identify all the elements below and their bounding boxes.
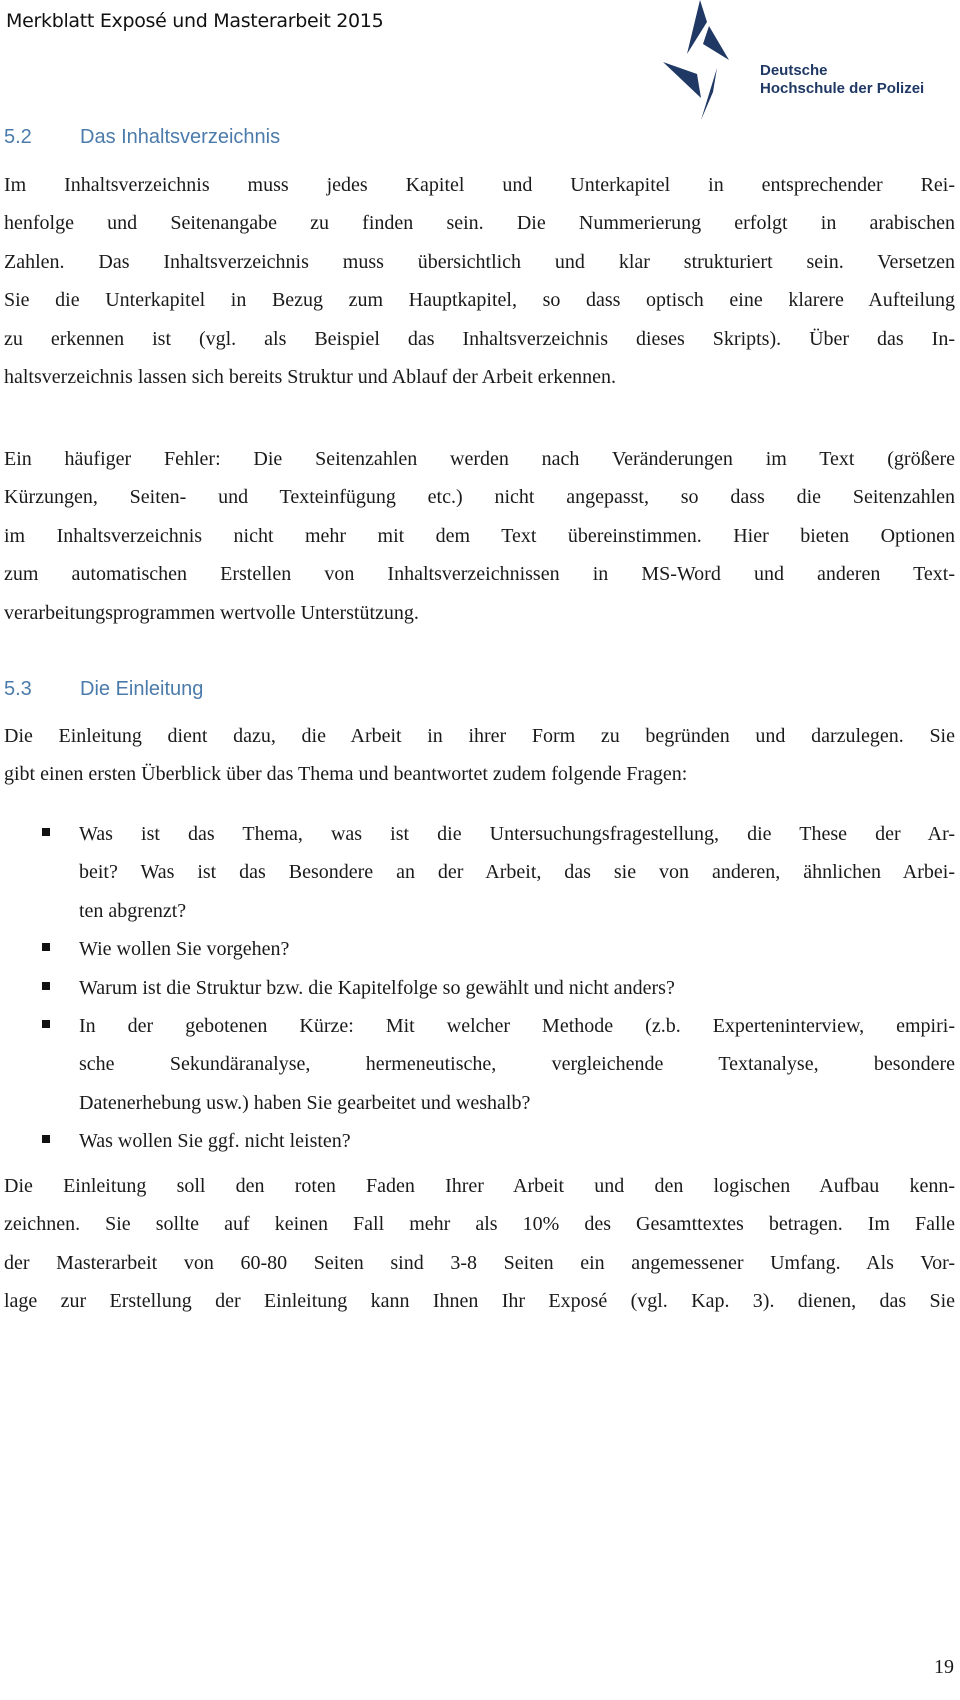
text-line: Wie wollen Sie vorgehen? — [79, 938, 290, 961]
text-line: Die Einleitung soll den roten Faden Ihrer Arbeit und den logischen Aufbau kenn- — [4, 1175, 955, 1197]
square-bullet-icon — [42, 1020, 50, 1028]
text-line: der Masterarbeit von 60-80 Seiten sind 3-8 Seiten ein angemessener Umfang. Als Vor- — [4, 1251, 955, 1274]
list-item — [0, 1007, 955, 1122]
compass-star-icon — [655, 0, 765, 122]
text-line: Was ist das Thema, was ist die Untersuchungsfragestellung, die These der Ar- — [79, 823, 955, 845]
square-bullet-icon — [42, 943, 50, 951]
text-line: Sie die Unterkapitel in Bezug zum Hauptkapitel, so dass optisch eine klarere Aufteilung — [4, 289, 955, 312]
text-line: Zahlen. Das Inhaltsverzeichnis muss übersichtlich und klar strukturiert sein. Versetzen — [4, 250, 955, 273]
list-item — [0, 815, 955, 930]
text-line: haltsverzeichnis lassen sich bereits Struktur und Ablauf der Arbeit erkennen. — [4, 365, 617, 388]
text-line: zu erkennen ist (vgl. als Beispiel das Inhaltsverzeichnis dieses Skripts). Über das In- — [4, 327, 955, 350]
text-line: beit? Was ist das Besondere an der Arbeit, das sie von anderen, ähnlichen Arbei- — [79, 861, 955, 884]
logo-line-1: Deutsche — [760, 62, 828, 79]
text-line: sche Sekundäranalyse, hermeneutische, vergleichende Textanalyse, besondere — [79, 1053, 955, 1076]
text-line: Kürzungen, Seiten- und Texteinfügung etc.) nicht angepasst, so dass die Seitenzahlen — [4, 486, 955, 509]
list-item — [0, 969, 955, 1007]
square-bullet-icon — [42, 982, 50, 990]
text-line: Datenerhebung usw.) haben Sie gearbeitet und weshalb? — [79, 1091, 531, 1114]
section-title: Das Inhaltsverzeichnis — [80, 126, 281, 148]
text-line: In der gebotenen Kürze: Mit welcher Methode (z.b. Experteninterview, empiri- — [79, 1014, 955, 1037]
text-line: Warum ist die Struktur bzw. die Kapitelfolge so gewählt und nicht anders? — [79, 976, 675, 999]
paragraph — [4, 166, 955, 396]
text-line: Ein häufiger Fehler: Die Seitenzahlen werden nach Veränderungen im Text (größere — [4, 448, 955, 470]
text-line: gibt einen ersten Überblick über das Thema und beantwortet zudem folgende Fragen: — [4, 763, 688, 786]
section-heading-5-2 — [4, 126, 280, 149]
text-line: ten abgrenzt? — [79, 899, 187, 922]
paragraph — [4, 1167, 955, 1321]
section-title: Die Einleitung — [80, 678, 204, 700]
section-heading-5-3 — [4, 678, 203, 701]
text-line: Im Inhaltsverzeichnis muss jedes Kapitel und Unterkapitel in entsprechender Rei- — [4, 174, 955, 196]
paragraph — [4, 440, 955, 632]
section-number: 5.3 — [4, 678, 32, 700]
text-line: henfolge und Seitenangabe zu finden sein. Die Nummerierung erfolgt in arabischen — [4, 212, 955, 235]
text-line: zeichnen. Sie sollte auf keinen Fall mehr als 10% des Gesamttextes betragen. Im Falle — [4, 1213, 955, 1236]
logo-line-2: Hochschule der Polizei — [760, 80, 925, 97]
paragraph — [4, 717, 955, 794]
text-line: lage zur Erstellung der Einleitung kann Ihnen Ihr Exposé (vgl. Kap. 3). dienen, das Sie — [4, 1290, 955, 1313]
text-line: im Inhaltsverzeichnis nicht mehr mit dem Text übereinstimmen. Hier bieten Optionen — [4, 524, 955, 547]
square-bullet-icon — [42, 1135, 50, 1143]
section-number: 5.2 — [4, 126, 32, 148]
text-line: verarbeitungsprogrammen wertvolle Unterstützung. — [4, 601, 419, 624]
text-line: zum automatischen Erstellen von Inhaltsverzeichnissen in MS-Word und anderen Text- — [4, 563, 955, 586]
dhpol-logo — [655, 0, 955, 122]
bullet-list — [0, 815, 955, 1161]
list-item — [0, 1122, 955, 1160]
text-line: Die Einleitung dient dazu, die Arbeit in ihrer Form zu begründen und darzulegen. Sie — [4, 725, 955, 747]
list-item — [0, 930, 955, 968]
text-line: Was wollen Sie ggf. nicht leisten? — [79, 1130, 351, 1153]
square-bullet-icon — [42, 828, 50, 836]
page-number: 19 — [934, 1656, 954, 1678]
document-header-title: Merkblatt Exposé und Masterarbeit 2015 — [6, 10, 384, 32]
